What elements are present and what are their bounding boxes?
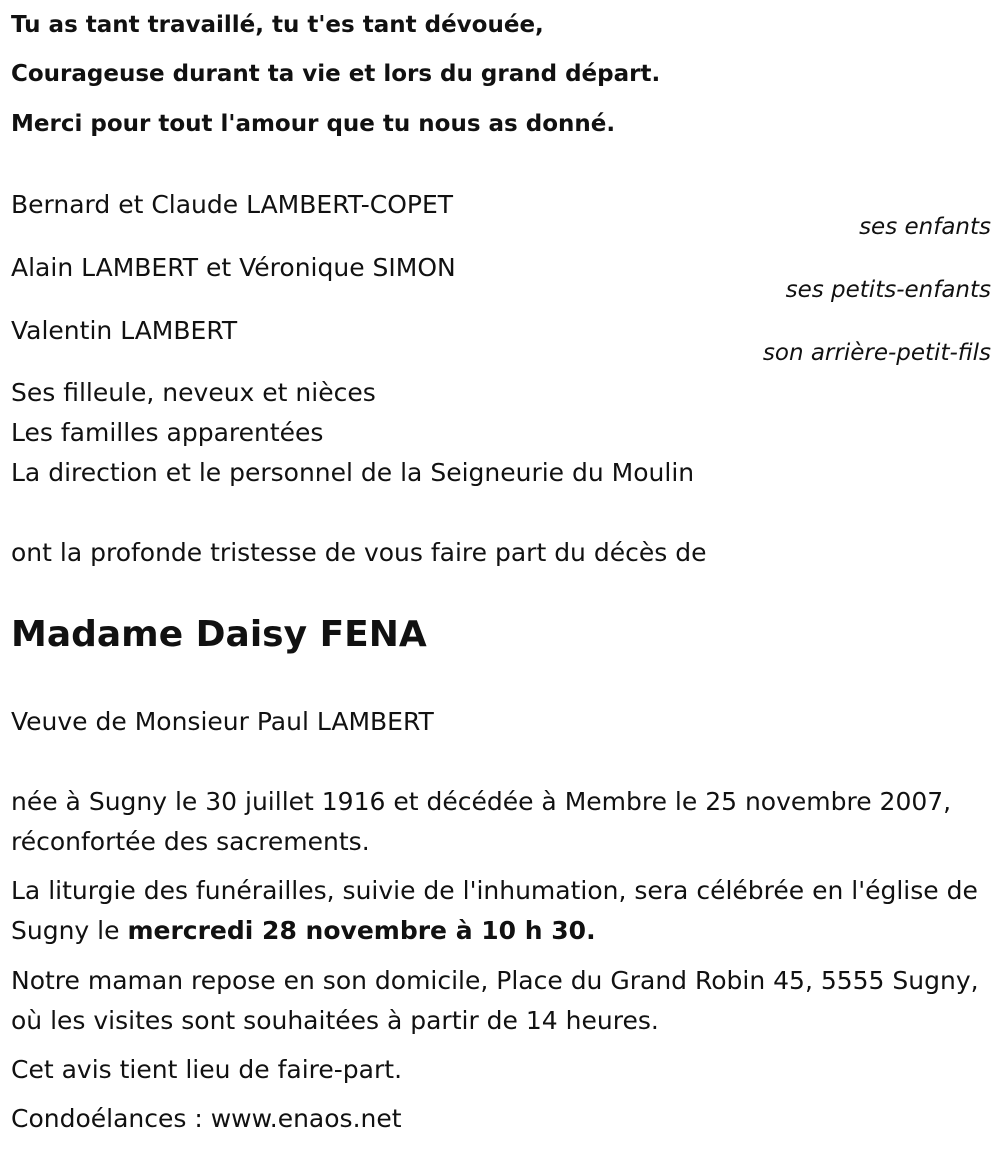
funeral-text — [11, 871, 991, 951]
announcement-text: ont la profonde tristesse de vous faire part du décès de — [11, 538, 707, 567]
other-mourners-line: La direction et le personnel de la Seigneurie du Moulin — [11, 458, 695, 487]
poem-line-1: Tu as tant travaillé, tu t'es tant dévouée, — [11, 12, 544, 38]
other-mourners-line: Ses filleule, neveux et nièces — [11, 378, 376, 407]
notice-text: Cet avis tient lieu de faire-part. — [11, 1055, 403, 1084]
family-names-grandchildren: Alain LAMBERT et Véronique SIMON — [11, 253, 456, 282]
poem-line-2: Courageuse durant ta vie et lors du grand départ. — [11, 61, 661, 87]
deceased-name: Madame Daisy FENA — [11, 614, 427, 655]
condolences-text: Condoélances : www.enaos.net — [11, 1104, 402, 1133]
family-relation-great-grandchild: son arrière-petit-fils — [762, 340, 991, 366]
family-relation-children: ses enfants — [859, 214, 991, 240]
family-relation-grandchildren: ses petits-enfants — [785, 277, 991, 303]
funeral-datetime: mercredi 28 novembre à 10 h 30. — [127, 916, 596, 945]
birth-death-text: née à Sugny le 30 juillet 1916 et décédée à Membre le 25 novembre 2007, réconfortée des sacrements. — [11, 787, 952, 856]
widow-of-text: Veuve de Monsieur Paul LAMBERT — [11, 707, 434, 736]
funeral-intro: La liturgie des funérailles, suivie de l'inhumation, sera célébrée en l'église de Sugny le — [11, 876, 978, 945]
poem-line-3: Merci pour tout l'amour que tu nous as donné. — [11, 111, 616, 137]
family-names-great-grandchild: Valentin LAMBERT — [11, 316, 238, 345]
other-mourners-line: Les familles apparentées — [11, 418, 324, 447]
visitation-text: Notre maman repose en son domicile, Place du Grand Robin 45, 5555 Sugny, où les visites sont souhaitées à partir de 14 heures. — [11, 966, 979, 1035]
family-names-children: Bernard et Claude LAMBERT-COPET — [11, 190, 454, 219]
